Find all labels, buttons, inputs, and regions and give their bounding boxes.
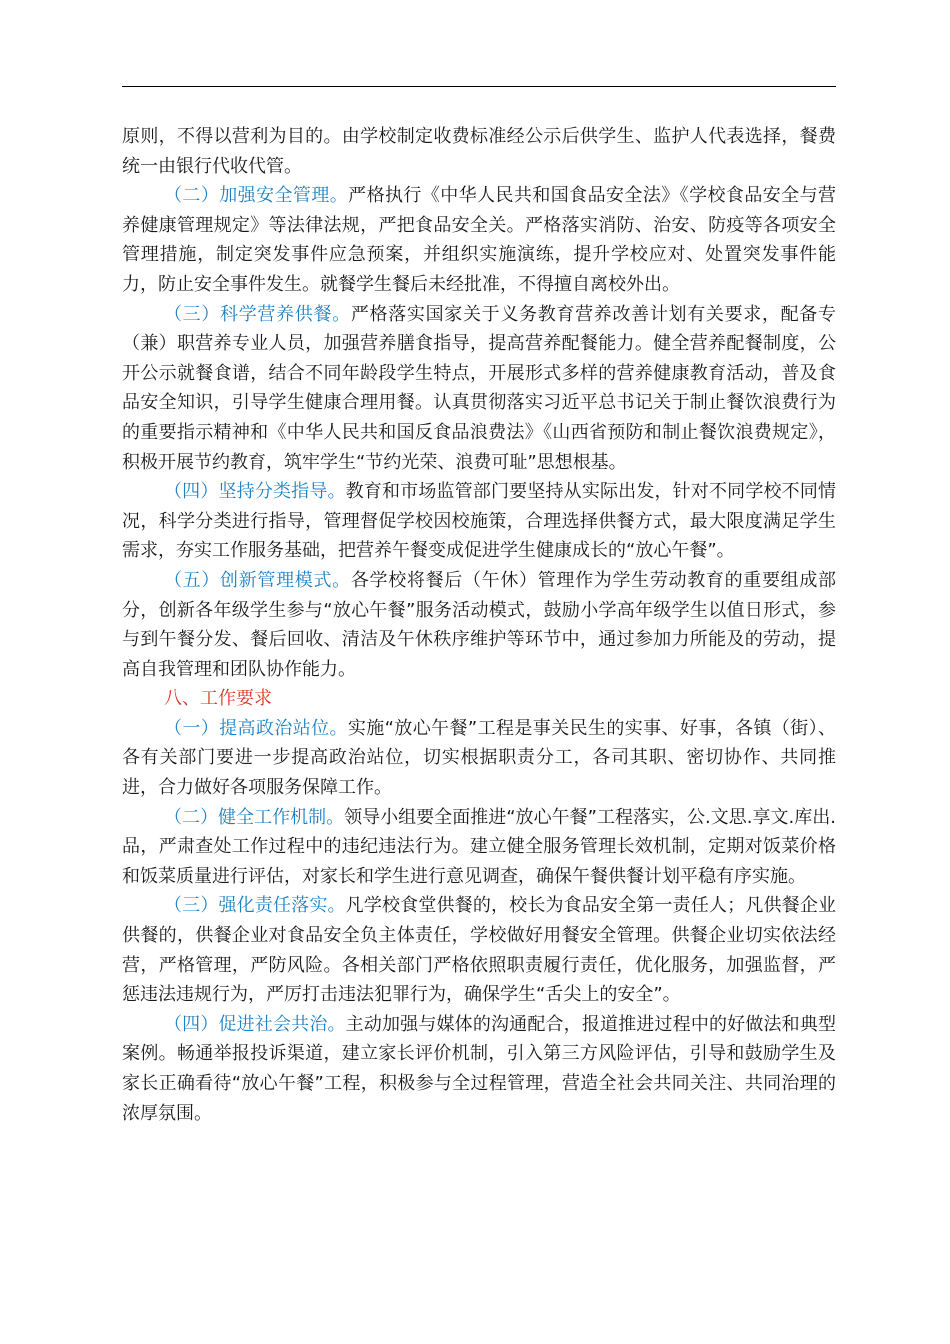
paragraph-classified-guidance <box>122 477 836 566</box>
document-body <box>122 122 836 1128</box>
paragraph-body: 教育和市场监管部门要坚持从实际出发，针对不同学校不同情况，科学分类进行指导，管理督促学校因校施策，合理选择供餐方式，最大限度满足学生需求，夯实工作服务基础，把营养午餐变成促进学生健康成长的“放心午餐”。 <box>122 481 837 562</box>
paragraph-body: 各学校将餐后（午休）管理作为学生劳动教育的重要组成部分，创新各年级学生参与“放心午餐”服务活动模式，鼓励小学高年级学生以值日形式，参与到午餐分发、餐后回收、清洁及午休秩序维护等环节中，通过参加力所能及的劳动，提高自我管理和团队协作能力。 <box>122 569 836 680</box>
paragraph-heading: （四）坚持分类指导。 <box>164 481 346 503</box>
paragraph-heading: （三）科学营养供餐。 <box>164 303 351 325</box>
paragraph-political-stance <box>122 714 836 803</box>
paragraph-heading: （五）创新管理模式。 <box>164 569 351 591</box>
paragraph-social-governance <box>122 1010 836 1128</box>
paragraph-heading: （二）健全工作机制。 <box>164 806 345 828</box>
continuation-paragraph: 原则，不得以营利为目的。由学校制定收费标准经公示后供学生、监护人代表选择，餐费统一由银行代收代管。 <box>122 126 836 177</box>
paragraph-strengthen-safety <box>122 181 836 299</box>
paragraph-body: 领导小组要全面推进“放心午餐”工程落实，公.文思.享文.库出.品，严肃查处工作过程中的违纪违法行为。建立健全服务管理长效机制，定期对饭菜价格和饭菜质量进行评估，对家长和学生进行意见调查，确保午餐供餐计划平稳有序实施。 <box>122 806 836 887</box>
paragraph-scientific-nutrition <box>122 300 836 478</box>
paragraph-heading: （一）提高政治站位。 <box>164 717 348 739</box>
paragraph-innovative-management <box>122 566 836 684</box>
paragraph-work-mechanism <box>122 803 836 892</box>
paragraph-heading: （三）强化责任落实。 <box>164 895 346 917</box>
paragraph-body: 主动加强与媒体的沟通配合，报道推进过程中的好做法和典型案例。畅通举报投诉渠道，建立家长评价机制，引入第三方风险评估，引导和鼓励学生及家长正确看待“放心午餐”工程，积极参与全过程管理，营造全社会共同关注、共同治理的浓厚氛围。 <box>122 1013 837 1124</box>
paragraph-responsibility <box>122 891 836 1009</box>
paragraph-body: 严格落实国家关于义务教育营养改善计划有关要求，配备专（兼）职营养专业人员，加强营养膳食指导，提高营养配餐能力。健全营养配餐制度，公开公示就餐食谱，结合不同年龄段学生特点，开展形式多样的营养健康教育活动，普及食品安全知识，引导学生健康合理用餐。认真贯彻落实习近平总书记关于制止餐饮浪费行为的重要指示精神和《中华人民共和国反食品浪费法》《山西省预防和制止餐饮浪费规定》，积极开展节约教育，筑牢学生“节约光荣、浪费可耻”思想根基。 <box>122 303 836 473</box>
paragraph-heading: （二）加强安全管理。 <box>164 185 349 207</box>
paragraph-body: 凡学校食堂供餐的，校长为食品安全第一责任人；凡供餐企业供餐的，供餐企业对食品安全负主体责任，学校做好用餐安全管理。供餐企业切实依法经营，严格管理，严防风险。各相关部门严格依照职责履行责任，优化服务，加强监督，严惩违法违规行为，严厉打击违法犯罪行为，确保学生“舌尖上的安全”。 <box>122 895 837 1006</box>
header-rule <box>122 86 836 87</box>
paragraph-body: 实施“放心午餐”工程是事关民生的实事、好事，各镇（街）、各有关部门要进一步提高政治站位，切实根据职责分工，各司其职、密切协作、共同推进，合力做好各项服务保障工作。 <box>122 717 837 799</box>
section-title-work-requirements: 八、工作要求 <box>164 688 272 710</box>
paragraph-heading: （四）促进社会共治。 <box>164 1013 346 1035</box>
paragraph-body: 严格执行《中华人民共和国食品安全法》《学校食品安全与营养健康管理规定》等法律法规，严把食品安全关。严格落实消防、治安、防疫等各项安全管理措施，制定突发事件应急预案，并组织实施演练，提升学校应对、处置突发事件能力，防止安全事件发生。就餐学生餐后未经批准，不得擅自离校外出。 <box>122 185 837 295</box>
